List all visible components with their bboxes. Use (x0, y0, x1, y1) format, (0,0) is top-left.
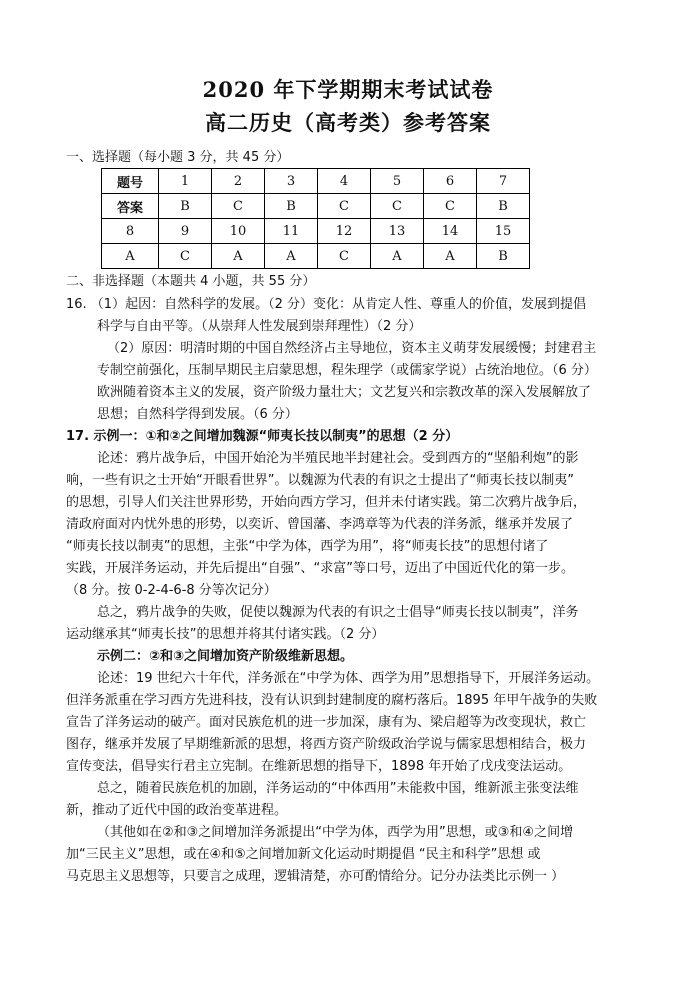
exam-title: 2020 年下学期期末考试试卷 (202, 77, 494, 102)
table-cell: A (265, 244, 318, 269)
section1-heading: 一、选择题（每小题 3 分，共 45 分） (66, 150, 290, 165)
table-cell: 答案 (102, 194, 159, 219)
text-line: 但洋务派重在学习西方先进科技，没有认识到封建制度的腐朽落后。1895 年甲午战争的失败 (66, 693, 598, 708)
table-cell: C (159, 244, 212, 269)
table-cell: A (371, 244, 424, 269)
table-cell: B (477, 194, 530, 219)
text-line: 论述：鸦片战争后，中国开始沦为半殖民地半封建社会。受到西方的“坚船利炮”的影 (97, 451, 579, 466)
table-row (102, 169, 530, 194)
table-cell: 6 (424, 169, 477, 194)
table-cell: B (477, 244, 530, 269)
text-line: 清政府面对内忧外患的形势，以奕䜣、曾国藩、李鸿章等为代表的洋务派，继承并发展了 (66, 517, 574, 532)
table-cell: 9 (159, 219, 212, 244)
exam-subtitle: 高二历史（高考类）参考答案 (205, 110, 491, 135)
table-cell: 4 (318, 169, 371, 194)
table-cell: 14 (424, 219, 477, 244)
text-line: 实践，开展洋务运动，并先后提出“自强”、“求富”等口号，迈出了中国近代化的第一步。 (66, 561, 574, 576)
text-line: 响，一些有识之士开始“开眼看世界”。以魏源为代表的有识之士提出了“师夷长技以制夷” (66, 473, 574, 488)
table-cell: 3 (265, 169, 318, 194)
table-cell: C (318, 244, 371, 269)
text-line: 专制空前强化，压制早期民主启蒙思想，程朱理学（或儒家学说）占统治地位。（6 分） (97, 363, 597, 378)
text-line: 科学与自由平等。（从崇拜人性发展到崇拜理性）（2 分） (97, 319, 422, 334)
table-cell: C (318, 194, 371, 219)
table-cell: C (371, 194, 424, 219)
text-line: 思想；自然科学得到发展。（6 分） (97, 407, 298, 422)
table-cell: 11 (265, 219, 318, 244)
text-line: 论述：19 世纪六十年代，洋务派在“中学为体、西学为用”思想指导下，开展洋务运动。 (97, 671, 600, 686)
table-cell: 12 (318, 219, 371, 244)
table-row (102, 219, 530, 244)
table-cell: 5 (371, 169, 424, 194)
table-cell: 1 (159, 169, 212, 194)
table-cell: 8 (102, 219, 159, 244)
text-line: 16. （1）起因：自然科学的发展。（2 分）变化：从肯定人性、尊重人的价值，发展到提倡 (66, 297, 586, 312)
text-line: 马克思主义思想等，只要言之成理，逻辑清楚，亦可酌情给分。记分办法类比示例一 ） (66, 869, 565, 884)
text-line: 的思想，引导人们关注世界形势，开始向西方学习，但并未付诸实践。第二次鸦片战争后， (66, 495, 587, 510)
table-row (102, 194, 530, 219)
text-line: 运动继承其“师夷长技”的思想并将其付诸实践。（2 分） (66, 627, 385, 642)
table-cell: C (212, 194, 265, 219)
table-row (102, 244, 530, 269)
table-cell: A (102, 244, 159, 269)
text-line: （8 分。按 0-2-4-6-8 分等次记分） (66, 583, 277, 598)
section2-heading: 二、非选择题（本题共 4 小题，共 55 分） (66, 274, 316, 289)
table-cell: 7 (477, 169, 530, 194)
table-cell: 15 (477, 219, 530, 244)
text-line: 加“三民主义”思想，或在④和⑤之间增加新文化运动时期提倡 “民主和科学”思想 或 (66, 847, 541, 862)
text-line: 17. 示例一：①和②之间增加魏源“师夷长技以制夷”的思想（2 分） (66, 429, 459, 444)
table-cell: B (265, 194, 318, 219)
text-line: 总之，鸦片战争的失败，促使以魏源为代表的有识之士倡导“师夷长技以制夷”，洋务 (97, 605, 579, 620)
text-line: （其他如在②和③之间增加洋务派提出“中学为体，西学为用”思想，或③和④之间增 (97, 825, 574, 840)
table-cell: A (424, 244, 477, 269)
table-cell: 10 (212, 219, 265, 244)
text-line: 示例二：②和③之间增加资产阶级维新思想。 (97, 649, 354, 664)
table-cell: 13 (371, 219, 424, 244)
text-line: “师夷长技以制夷”的思想，主张“中学为体，西学为用”，将“师夷长技”的思想付诸了 (66, 539, 549, 554)
table-cell: A (212, 244, 265, 269)
table-cell: 2 (212, 169, 265, 194)
table-cell: B (159, 194, 212, 219)
text-line: 宣告了洋务运动的破产。面对民族危机的进一步加深，康有为、梁启超等为改变现状，救亡 (66, 715, 587, 730)
text-line: 总之，随着民族危机的加剧，洋务运动的“中体西用”未能救中国，维新派主张变法维 (97, 781, 579, 796)
table-cell: 题号 (102, 169, 159, 194)
answer-table (101, 168, 530, 269)
table-cell: C (424, 194, 477, 219)
text-line: （2）原因：明清时期的中国自然经济占主导地位，资本主义萌芽发展缓慢；封建君主 (107, 341, 597, 356)
text-line: 新，推动了近代中国的政治变革进程。 (66, 803, 288, 818)
text-line: 图存，继承并发展了早期维新派的思想，将西方资产阶级政治学说与儒家思想相结合，极力 (66, 737, 587, 752)
text-line: 欧洲随着资本主义的发展，资产阶级力量壮大；文艺复兴和宗教改革的深入发展解放了 (97, 385, 592, 400)
text-line: 宣传变法，倡导实行君主立宪制。在维新思想的指导下，1898 年开始了戊戌变法运动。 (66, 759, 572, 774)
